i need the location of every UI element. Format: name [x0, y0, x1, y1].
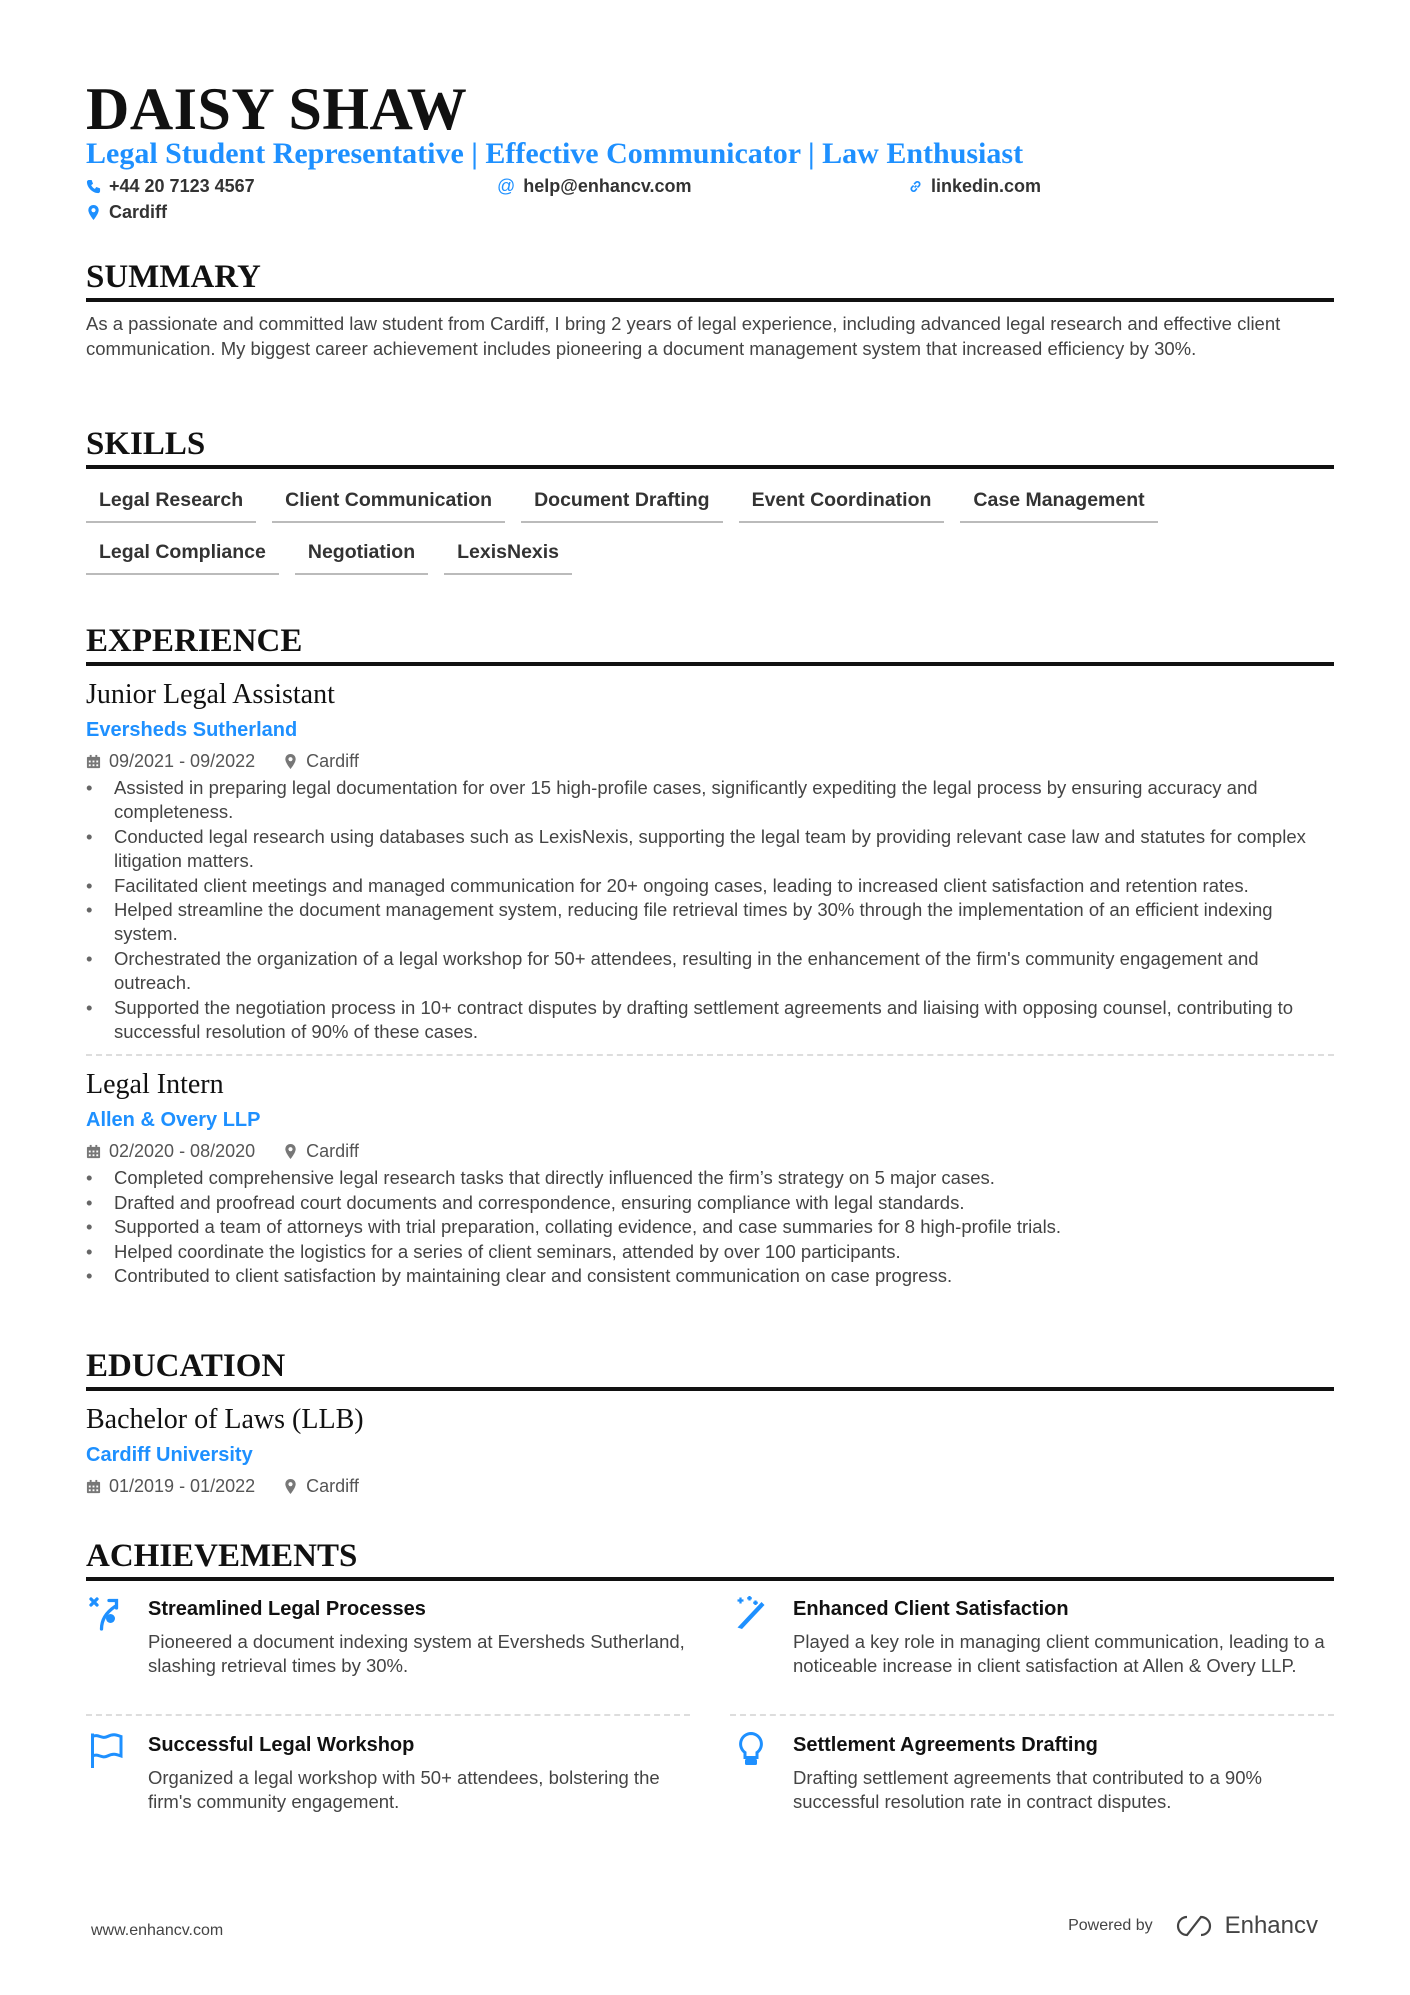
footer-website[interactable]: www.enhancv.com	[91, 1922, 224, 1939]
location-icon	[283, 1144, 298, 1159]
bullet-item: • Assisted in preparing legal documentation for over 15 high-profile cases, significantly expediting the legal process by ensuring accuracy and completeness.	[114, 776, 1334, 825]
job-entry	[86, 1054, 1334, 1288]
enhancv-logo-icon	[1171, 1913, 1217, 1939]
summary-text: As a passionate and committed law student from Cardiff, I bring 2 years of legal experience, including advanced legal research and effective client communication. My biggest career achievement includes pioneering a document management system that increased efficiency by 30%.	[86, 313, 1281, 359]
achievement-text: Pioneered a document indexing system at Eversheds Sutherland, slashing retrieval times by 30%.	[148, 1631, 685, 1677]
bullet-item: • Supported a team of attorneys with trial preparation, collating evidence, and case summaries for 8 high-profile trials.	[114, 1215, 1334, 1239]
bullet-item: • Contributed to client satisfaction by maintaining clear and consistent communication on case progress.	[114, 1264, 1334, 1288]
candidate-name: DAISY SHAW	[86, 76, 468, 142]
company: Allen & Overy LLP	[86, 1109, 261, 1132]
achievements-section	[86, 1537, 1334, 1581]
calendar-icon	[86, 1479, 101, 1494]
job-title: Junior Legal Assistant	[86, 679, 335, 710]
location: Cardiff	[306, 751, 359, 771]
skill-chip: LexisNexis	[444, 537, 572, 575]
bullet-list	[86, 776, 1334, 1044]
degree: Bachelor of Laws (LLB)	[86, 1404, 364, 1435]
achievement-title: Settlement Agreements Drafting	[793, 1734, 1098, 1756]
bullet-item: • Completed comprehensive legal research tasks that directly influenced the firm’s strategy on 5 major cases.	[114, 1166, 1334, 1190]
bullet-item: • Helped coordinate the logistics for a series of client seminars, attended by over 100 participants.	[114, 1240, 1334, 1264]
phone-icon	[86, 179, 101, 194]
job-meta	[86, 750, 1334, 772]
location: Cardiff	[306, 1476, 359, 1496]
skill-chip: Document Drafting	[521, 485, 723, 523]
bullet-item: • Orchestrated the organization of a legal workshop for 50+ attendees, resulting in the enhancement of the firm's community engagement and outreach.	[114, 947, 1334, 996]
bullet-item: • Helped streamline the document management system, reducing file retrieval times by 30% through the implementation of an efficient indexing system.	[114, 898, 1334, 947]
company: Eversheds Sutherland	[86, 719, 298, 741]
education-section	[86, 1347, 1334, 1497]
location-icon	[283, 754, 298, 769]
section-title: EXPERIENCE	[86, 622, 1334, 666]
skills-section	[86, 425, 1334, 575]
contact-email[interactable]	[497, 176, 692, 197]
section-title: ACHIEVEMENTS	[86, 1537, 1334, 1581]
skill-chip: Event Coordination	[739, 485, 945, 523]
dates: 09/2021 - 09/2022	[109, 751, 256, 771]
bullet-item: • Drafted and proofread court documents and correspondence, ensuring compliance with legal standards.	[114, 1191, 1334, 1215]
location-icon	[86, 205, 101, 220]
job-meta	[86, 1140, 1334, 1162]
skill-chip: Case Management	[960, 485, 1157, 523]
footer-branding	[1068, 1912, 1318, 1940]
at-icon: @	[497, 176, 516, 196]
phone-text: +44 20 7123 4567	[109, 176, 255, 196]
achievement-text: Played a key role in managing client communication, leading to a noticeable increase in client satisfaction at Allen & Overy LLP.	[793, 1631, 1325, 1677]
section-title: EDUCATION	[86, 1347, 1334, 1391]
school: Cardiff University	[86, 1444, 253, 1466]
achievement-title: Streamlined Legal Processes	[148, 1598, 426, 1620]
job-entry	[86, 678, 1334, 1044]
divider	[86, 1714, 690, 1716]
link-icon	[908, 179, 923, 194]
location-icon	[283, 1479, 298, 1494]
achievement-item	[88, 1596, 688, 1679]
education-meta	[86, 1475, 1334, 1497]
achievement-item	[733, 1732, 1333, 1815]
skill-chip: Client Communication	[272, 485, 505, 523]
magic-wand-icon	[733, 1596, 769, 1632]
contact-location	[86, 202, 167, 223]
achievement-title: Successful Legal Workshop	[148, 1734, 415, 1756]
lightbulb-icon	[733, 1732, 769, 1768]
achievement-title: Enhanced Client Satisfaction	[793, 1598, 1069, 1620]
skill-chip: Legal Compliance	[86, 537, 279, 575]
skills-list	[86, 485, 1334, 575]
divider	[86, 1054, 1334, 1056]
dates: 02/2020 - 08/2020	[109, 1141, 256, 1162]
calendar-icon	[86, 1144, 101, 1159]
bullet-item: • Supported the negotiation process in 10+ contract disputes by drafting settlement agreements and liaising with opposing counsel, contributing to successful resolution of 90% of these cases.	[114, 996, 1334, 1045]
headline: Legal Student Representative | Effective Communicator | Law Enthusiast	[86, 137, 1024, 170]
brand-name: Enhancv	[1224, 1912, 1318, 1939]
location-text: Cardiff	[109, 202, 167, 222]
section-title: SKILLS	[86, 425, 1334, 469]
job-title: Legal Intern	[86, 1069, 224, 1101]
powered-by: Powered by	[1068, 1917, 1153, 1934]
achievement-text: Drafting settlement agreements that contributed to a 90% successful resolution rate in contract disputes.	[793, 1767, 1262, 1813]
contact-phone	[86, 176, 255, 197]
achievement-item	[733, 1596, 1333, 1679]
contact-link[interactable]	[908, 176, 1041, 197]
summary-section	[86, 258, 1334, 361]
location: Cardiff	[306, 1141, 359, 1162]
bullet-list	[86, 1166, 1334, 1288]
achievement-item	[88, 1732, 688, 1815]
divider	[730, 1714, 1334, 1716]
achievement-text: Organized a legal workshop with 50+ attendees, bolstering the firm's community engagement.	[148, 1767, 660, 1813]
section-title: SUMMARY	[86, 258, 1334, 302]
link-text[interactable]: linkedin.com	[931, 176, 1042, 196]
strategy-icon	[88, 1596, 124, 1632]
calendar-icon	[86, 754, 101, 769]
bullet-item: • Conducted legal research using databases such as LexisNexis, supporting the legal team by providing relevant case law and statutes for complex litigation matters.	[114, 825, 1334, 874]
email-text[interactable]: help@enhancv.com	[523, 176, 692, 196]
skill-chip: Negotiation	[295, 537, 428, 575]
experience-section	[86, 622, 1334, 1289]
dates: 01/2019 - 01/2022	[109, 1476, 256, 1496]
bullet-item: • Facilitated client meetings and managed communication for 20+ ongoing cases, leading to increased client satisfaction and retention rates.	[114, 874, 1334, 898]
flag-icon	[88, 1732, 124, 1768]
skill-chip: Legal Research	[86, 485, 256, 523]
